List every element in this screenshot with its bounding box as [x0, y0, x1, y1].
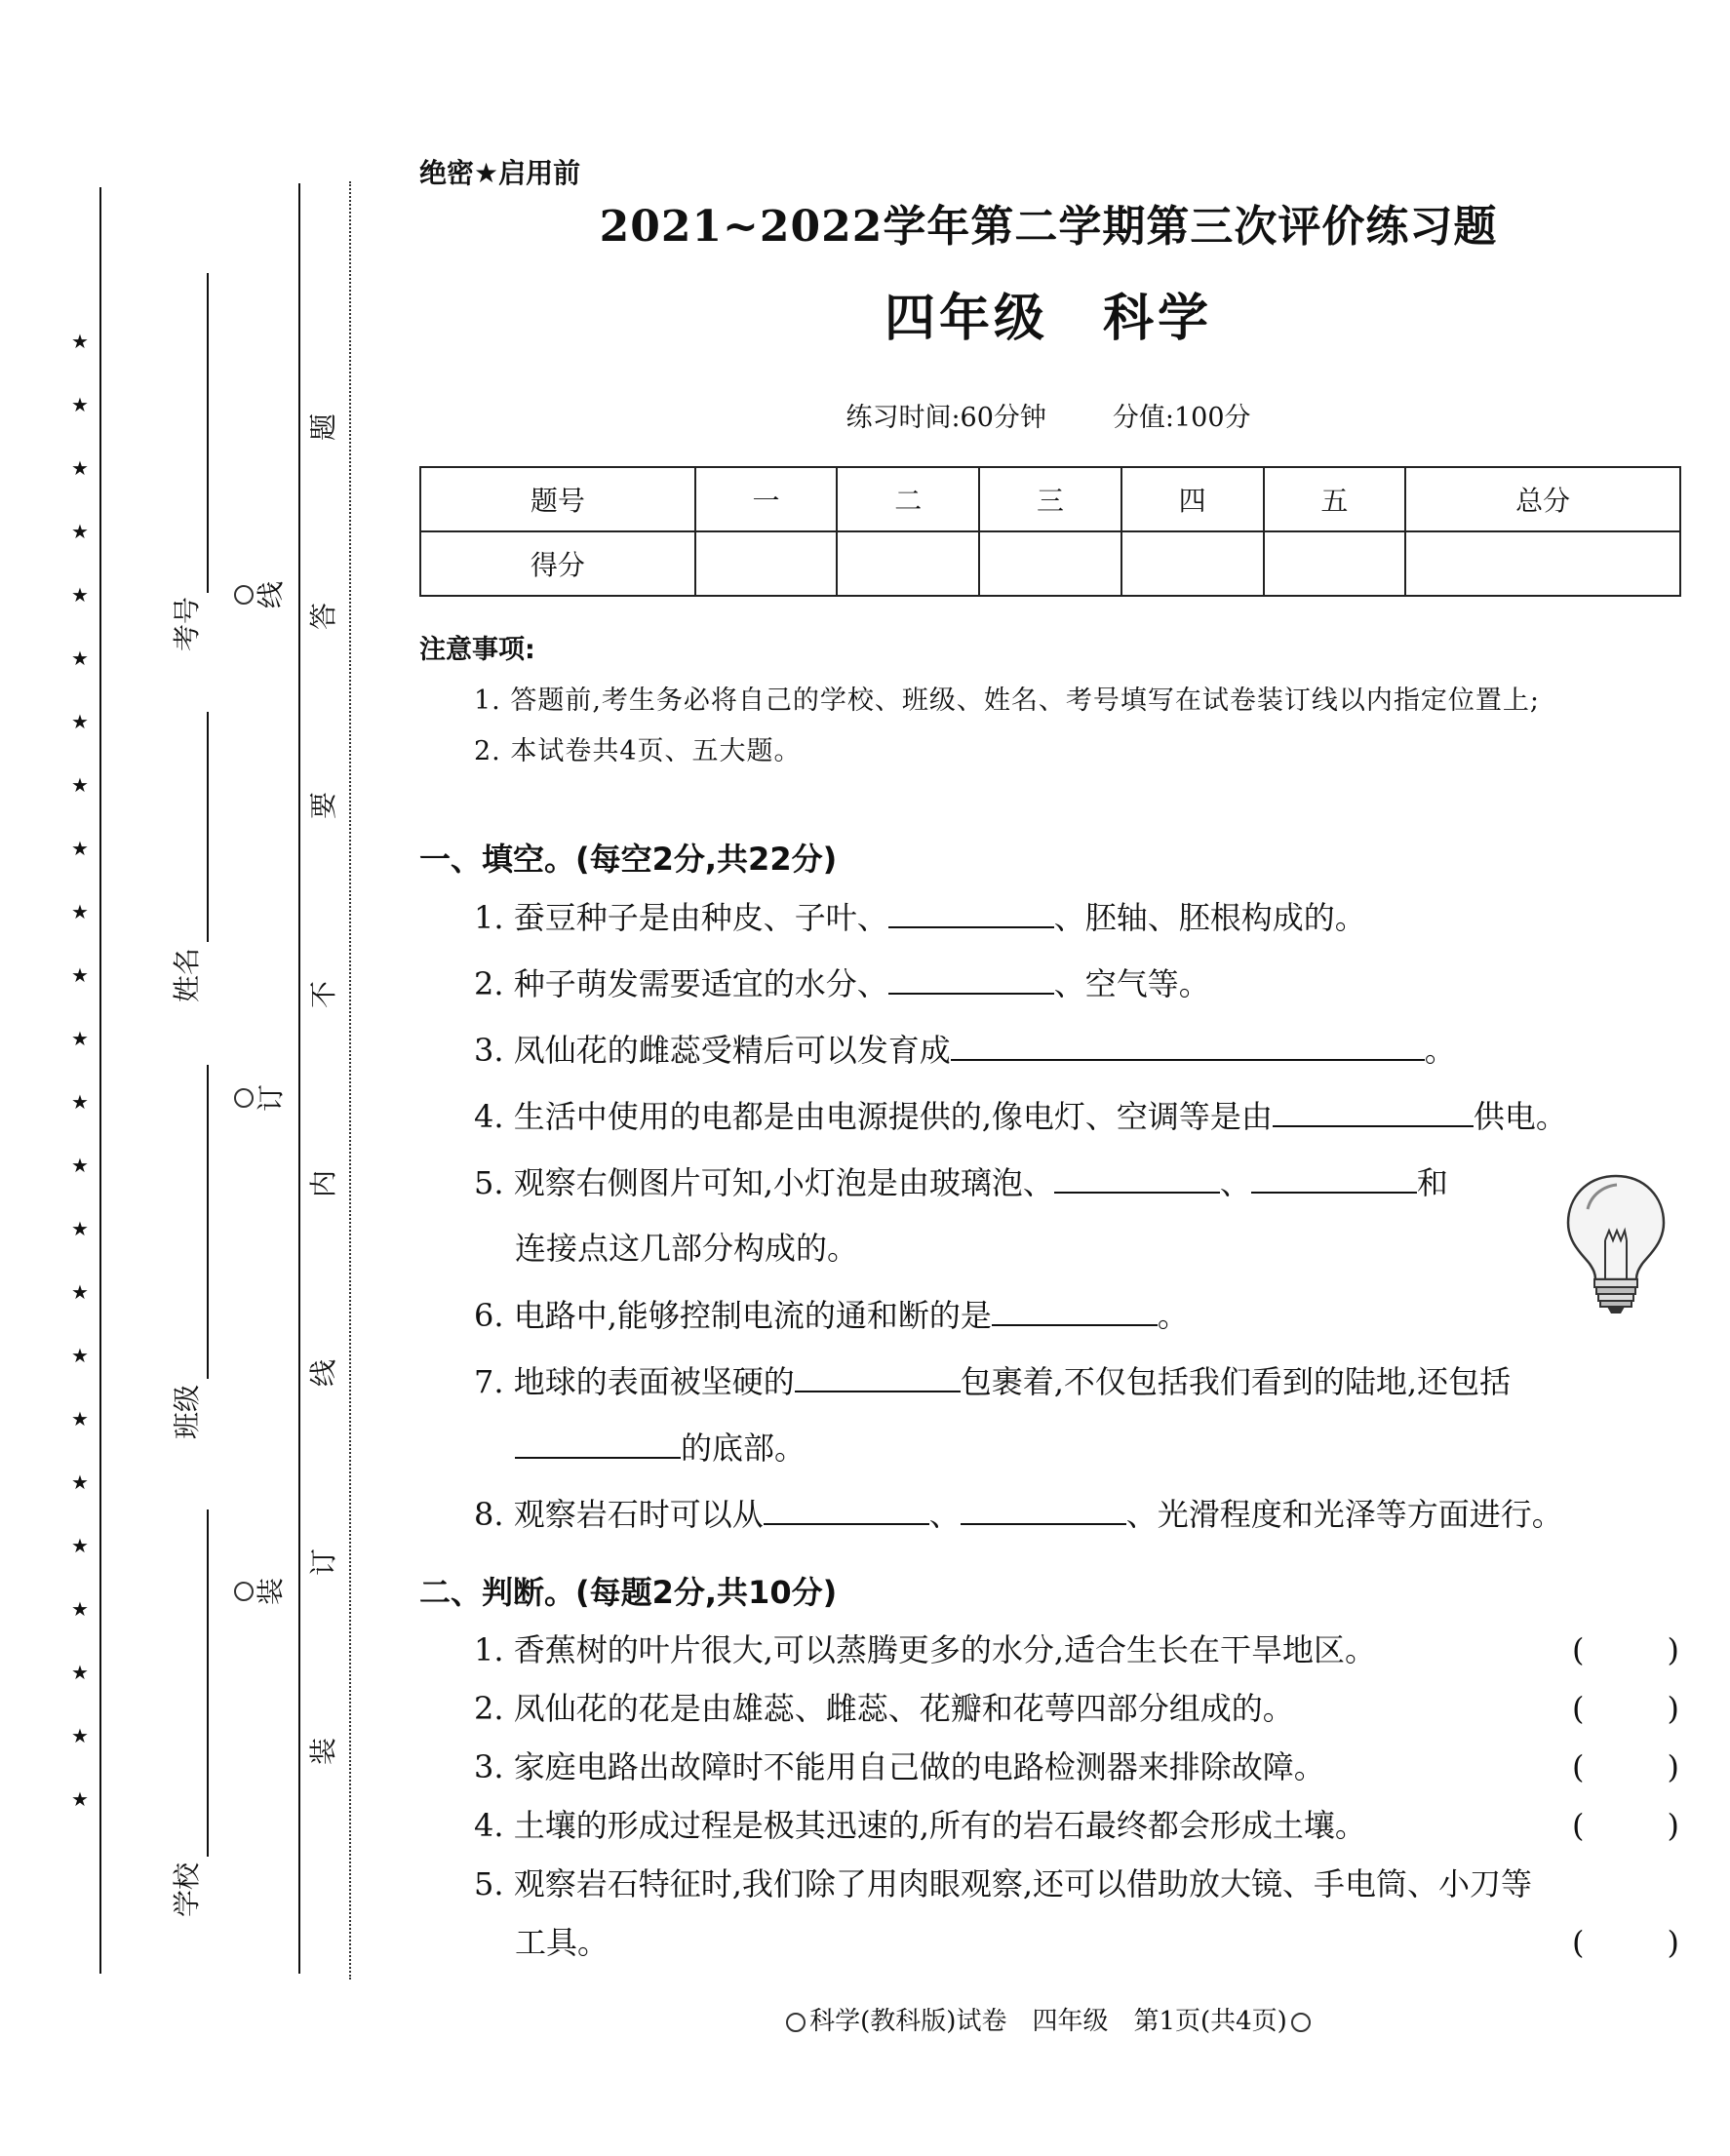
exam-score: 分值:100分: [1112, 403, 1251, 433]
class-label: 班级: [171, 1385, 203, 1440]
question-item: 7. 地球的表面被坚硬的 包裹着,不仅包括我们看到的陆地,还包括: [474, 1363, 1512, 1400]
judgement-item: 2. 凤仙花的花是由雄蕊、雌蕊、花瓣和花萼四部分组成的。: [474, 1690, 1294, 1727]
section-title: 二、判断。(每题2分,共10分): [419, 1574, 838, 1611]
answer-parentheses[interactable]: ( ): [1572, 1631, 1679, 1668]
star-icon: ★: [71, 393, 89, 416]
binding-note-char: 不: [307, 981, 339, 1009]
table-cell: 四: [1121, 467, 1264, 531]
exam-time: 练习时间:60分钟: [845, 403, 1046, 433]
binding-note-char: 订: [307, 1548, 339, 1577]
score-input-cell[interactable]: [1264, 531, 1406, 596]
class-field[interactable]: [207, 1065, 209, 1379]
notice-title: 注意事项:: [419, 635, 535, 665]
star-icon: ★: [71, 1407, 89, 1431]
table-cell: 五: [1264, 467, 1406, 531]
score-table-header-row: [420, 467, 1680, 531]
question-item-continued: 的底部。: [515, 1428, 806, 1468]
answer-blank[interactable]: [961, 1494, 1126, 1525]
judgement-item: 4. 土壤的形成过程是极其迅速的,所有的岩石最终都会形成土壤。: [474, 1807, 1366, 1844]
table-cell: 一: [695, 467, 838, 531]
star-icon: ★: [71, 1217, 89, 1240]
star-icon: ★: [71, 1280, 89, 1304]
answer-blank[interactable]: [515, 1428, 681, 1459]
answer-blank[interactable]: [992, 1295, 1158, 1326]
star-icon: ★: [71, 520, 89, 543]
star-icon: ★: [71, 647, 89, 670]
table-cell: 总分: [1405, 467, 1680, 531]
bind-mark-ding: 订: [234, 1077, 277, 1119]
bulb-illustration-icon: [1562, 1170, 1670, 1316]
exam-number-label: 考号: [171, 597, 203, 652]
binding-note-char: 装: [307, 1738, 339, 1766]
question-item: 2. 种子萌发需要适宜的水分、 、空气等。: [474, 965, 1210, 1002]
answer-blank[interactable]: [764, 1494, 929, 1525]
binding-note-char: 要: [307, 792, 339, 820]
section-title: 一、填空。(每空2分,共22分): [419, 841, 838, 878]
question-item: 5. 观察右侧图片可知,小灯泡是由玻璃泡、 、 和: [474, 1164, 1448, 1201]
score-table: [419, 466, 1681, 597]
question-item-continued: 连接点这几部分构成的。: [515, 1230, 859, 1267]
score-input-cell[interactable]: [1405, 531, 1680, 596]
notice-item: 1. 答题前,考生务必将自己的学校、班级、姓名、考号填写在试卷装订线以内指定位置上;: [474, 686, 1541, 716]
score-table-score-row: [420, 531, 1680, 596]
answer-blank[interactable]: [1273, 1096, 1474, 1127]
answer-blank[interactable]: [795, 1361, 961, 1392]
page-footer: 科学(教科版)试卷 四年级 第1页(共4页): [419, 2001, 1677, 2037]
star-icon: ★: [71, 900, 89, 923]
binding-note-char: 题: [307, 413, 339, 442]
binding-note-char: 内: [307, 1170, 339, 1198]
school-field[interactable]: [207, 1509, 209, 1857]
notice-item: 2. 本试卷共4页、五大题。: [474, 736, 802, 766]
star-icon: ★: [71, 1027, 89, 1050]
question-item: 8. 观察岩石时可以从 、 、光滑程度和光泽等方面进行。: [474, 1496, 1563, 1533]
star-icon: ★: [71, 1154, 89, 1177]
star-icon: ★: [71, 710, 89, 733]
score-input-cell[interactable]: [695, 531, 838, 596]
answer-parentheses[interactable]: ( ): [1572, 1807, 1679, 1844]
binding-outer-line: [99, 187, 101, 1974]
name-label: 姓名: [171, 948, 203, 1003]
exam-number-field[interactable]: [207, 273, 209, 593]
question-item: 4. 生活中使用的电都是由电源提供的,像电灯、空调等是由 供电。: [474, 1098, 1567, 1135]
answer-parentheses[interactable]: ( ): [1572, 1690, 1679, 1727]
star-icon: ★: [71, 1661, 89, 1684]
answer-blank[interactable]: [1054, 1162, 1220, 1194]
score-input-cell[interactable]: [837, 531, 979, 596]
answer-parentheses[interactable]: ( ): [1572, 1748, 1679, 1785]
binding-note-char: 线: [307, 1359, 339, 1388]
bind-mark-zhuang: 装: [234, 1570, 277, 1613]
question-item: 3. 凤仙花的雌蕊受精后可以发育成 。: [474, 1032, 1456, 1069]
score-input-cell[interactable]: [1121, 531, 1264, 596]
binding-note-char: 答: [307, 603, 339, 631]
table-cell: 三: [979, 467, 1121, 531]
star-icon: ★: [71, 456, 89, 480]
star-icon: ★: [71, 1724, 89, 1747]
bind-mark-icon: [1291, 2013, 1311, 2032]
table-cell: 题号: [420, 467, 695, 531]
star-icon: ★: [71, 330, 89, 353]
answer-blank[interactable]: [888, 963, 1054, 995]
table-cell: 得分: [420, 531, 695, 596]
question-item: 1. 蚕豆种子是由种皮、子叶、 、胚轴、胚根构成的。: [474, 899, 1366, 936]
judgement-item: 1. 香蕉树的叶片很大,可以蒸腾更多的水分,适合生长在干旱地区。: [474, 1631, 1377, 1668]
exam-subtitle: 四年级 科学: [884, 289, 1212, 348]
answer-blank[interactable]: [888, 897, 1054, 928]
star-icon: ★: [71, 837, 89, 860]
table-cell: 二: [837, 467, 979, 531]
star-icon: ★: [71, 773, 89, 797]
exam-title: 2021~2022学年第二学期第三次评价练习题: [599, 202, 1498, 252]
school-label: 学校: [171, 1862, 203, 1918]
answer-blank[interactable]: [1251, 1162, 1417, 1194]
bind-mark-icon: [786, 2013, 806, 2032]
secret-mark: 绝密★启用前: [419, 157, 581, 189]
star-icon: ★: [71, 963, 89, 987]
binding-dotted-line: [349, 181, 351, 1980]
judgement-item: 5. 观察岩石特征时,我们除了用肉眼观察,还可以借助放大镜、手电筒、小刀等: [474, 1865, 1533, 1902]
star-icon: ★: [71, 1534, 89, 1557]
star-icon: ★: [71, 583, 89, 607]
answer-blank[interactable]: [951, 1030, 1425, 1061]
exam-meta: [419, 396, 1677, 434]
star-icon: ★: [71, 1787, 89, 1811]
star-icon: ★: [71, 1344, 89, 1367]
score-input-cell[interactable]: [979, 531, 1121, 596]
question-item: 6. 电路中,能够控制电流的通和断的是 。: [474, 1297, 1189, 1334]
judgement-item: 3. 家庭电路出故障时不能用自己做的电路检测器来排除故障。: [474, 1748, 1325, 1785]
judgement-item-continued: 工具。: [515, 1924, 609, 1961]
star-icon: ★: [71, 1090, 89, 1114]
name-field[interactable]: [207, 712, 209, 942]
bind-mark-xian: 线: [234, 573, 277, 616]
answer-parentheses[interactable]: ( ): [1572, 1924, 1679, 1961]
binding-inner-line: [298, 183, 300, 1974]
star-icon: ★: [71, 1470, 89, 1494]
star-icon: ★: [71, 1597, 89, 1621]
